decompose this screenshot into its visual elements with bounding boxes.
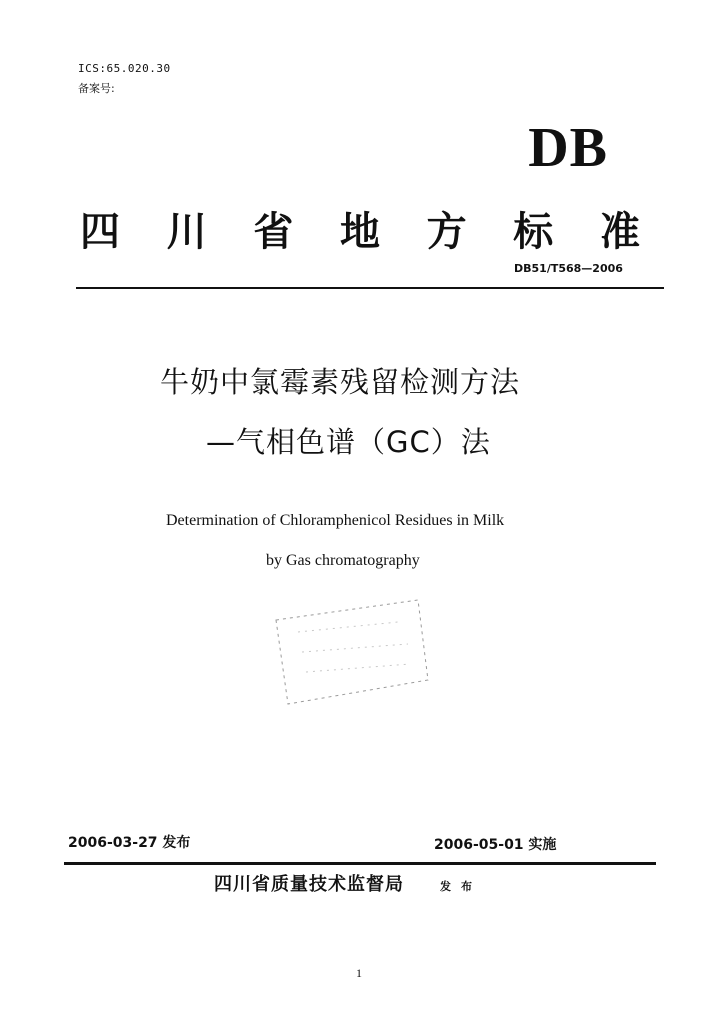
standard-title — [80, 200, 640, 257]
bottom-divider — [64, 862, 656, 865]
standard-title-char: 地 — [339, 209, 380, 255]
top-divider — [76, 287, 664, 289]
issue-date: 2006-03-27 发布 — [68, 835, 191, 851]
standard-title-char: 四 — [80, 209, 120, 255]
db-logo: DB — [528, 117, 608, 179]
standard-title-char: 标 — [513, 209, 554, 255]
page-number: 1 — [356, 966, 362, 980]
standard-title-char: 川 — [166, 209, 207, 255]
english-title-line-2: by Gas chromatography — [266, 552, 420, 569]
standard-title-char: 准 — [599, 209, 640, 255]
publish-label: 发布 — [440, 880, 482, 893]
standard-code: DB51/T568—2006 — [514, 262, 623, 275]
implementation-date: 2006-05-01 实施 — [434, 837, 557, 853]
standard-title-char: 省 — [253, 209, 294, 255]
faint-stamp-mark — [268, 592, 438, 712]
ics-code: ICS:65.020.30 — [78, 62, 171, 75]
publisher-name: 四川省质量技术监督局 — [214, 874, 404, 895]
english-title-line-1: Determination of Chloramphenicol Residues in Milk — [166, 512, 505, 529]
filing-number-label: 备案号: — [78, 82, 115, 95]
chinese-title-line-1: 牛奶中氯霉素残留检测方法 — [160, 365, 521, 399]
standard-title-char: 方 — [426, 209, 467, 255]
chinese-title-line-2: —气相色谱（GC）法 — [206, 425, 491, 459]
